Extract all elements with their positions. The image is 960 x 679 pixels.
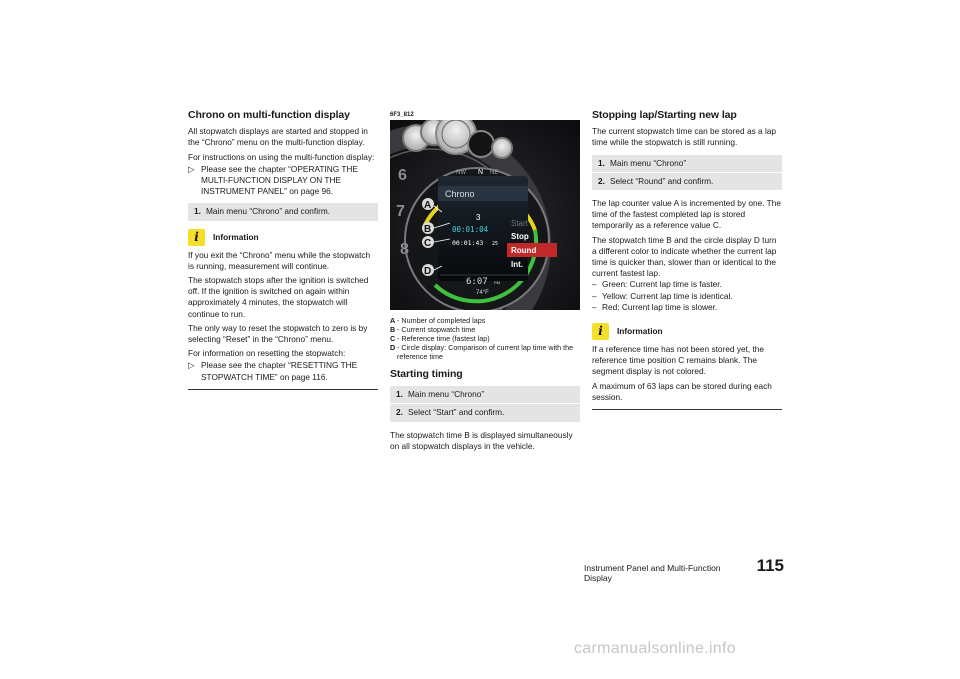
compass-ne: NE — [490, 170, 499, 176]
list-item-text: Green: Current lap time is faster. — [602, 279, 722, 290]
section-title-stopping-lap: Stopping lap/Starting new lap — [592, 109, 737, 121]
temperature: 74°F — [476, 290, 489, 296]
paragraph: The stopwatch time B and the circle display D turn a different color to indicate whether the current lap time is quicker than, slower than or identical to the current fastest lap. — [592, 234, 777, 279]
step-text: Select “Round” and confirm. — [610, 175, 714, 186]
instruction-step — [390, 404, 580, 421]
dash-marker: – — [592, 290, 597, 301]
instruction-step — [592, 155, 782, 173]
page-footer — [584, 556, 784, 583]
instruction-steps — [592, 155, 782, 190]
clock: 6:07 — [466, 277, 488, 287]
instrument-cluster-illustration — [390, 120, 580, 310]
list-item — [592, 291, 782, 302]
menu-item-int: Int. — [511, 260, 523, 269]
legend-text: - Number of completed laps — [397, 316, 486, 325]
cross-reference-text: Please see the chapter “RESETTING THE STOPWATCH TIME” on page 116. — [201, 360, 358, 382]
list-item-text: Red: Current lap time is slower. — [602, 301, 718, 312]
legend-text: - Circle display: Comparison of current lap time with the reference time — [397, 343, 574, 361]
legend-item — [390, 343, 580, 361]
arrow-icon: ▷ — [188, 163, 195, 174]
section-rule — [188, 389, 378, 390]
section-title-starting-timing: Starting timing — [390, 368, 463, 380]
instruction-steps — [390, 386, 580, 421]
figure-code: 6F3_812 — [390, 112, 414, 118]
step-text: Main menu “Chrono” — [610, 157, 687, 168]
small-gauge — [468, 131, 494, 157]
list-item-text: Yellow: Current lap time is identical. — [602, 290, 733, 301]
legend-letter: B — [390, 325, 396, 334]
legend-text: - Reference time (fastest lap) — [397, 334, 490, 343]
list-item — [592, 302, 782, 313]
step-text: Main menu “Chrono” — [408, 389, 485, 400]
step-number: 1. — [396, 389, 403, 400]
legend-letter: C — [390, 334, 396, 343]
section-title-chrono: Chrono on multi-function display — [188, 109, 350, 121]
information-heading — [188, 229, 378, 246]
watermark: carmanualsonline.info — [574, 640, 736, 657]
section-rule — [592, 409, 782, 410]
list-item — [592, 279, 782, 290]
lap-count: 3 — [476, 213, 481, 222]
marker-d: D — [424, 266, 432, 277]
paragraph: If you exit the “Chrono” menu while the stopwatch is running, measurement will continue. — [188, 249, 371, 271]
clock-suffix: PM — [494, 280, 500, 285]
instruction-steps — [188, 203, 378, 220]
instrument-cluster-figure — [390, 120, 580, 310]
information-title: Information — [617, 325, 663, 336]
dash-marker: – — [592, 279, 597, 290]
paragraph: A maximum of 63 laps can be stored during each session. — [592, 380, 772, 402]
compass-n: N — [478, 169, 484, 176]
legend-text: - Current stopwatch time — [397, 325, 476, 334]
page-number: 115 — [756, 556, 784, 575]
instruction-step — [592, 173, 782, 190]
step-number: 1. — [598, 157, 605, 168]
reference-time-hundredths: 25 — [492, 241, 499, 247]
legend-letter: D — [390, 343, 396, 352]
marker-c: C — [424, 238, 432, 249]
column-stopping-lap — [592, 110, 782, 410]
step-number: 2. — [598, 175, 605, 186]
marker-a: A — [424, 200, 432, 211]
menu-item-start: Start — [511, 219, 528, 228]
information-heading — [592, 323, 782, 340]
legend-item — [390, 325, 580, 334]
compass-nw: NW — [456, 170, 466, 176]
gauge-number: 6 — [398, 167, 407, 184]
reference-time: 00:01:43 — [452, 239, 484, 247]
paragraph: The only way to reset the stopwatch to zero is by selecting “Reset” in the “Chrono” menu. — [188, 322, 368, 345]
cross-reference — [188, 164, 378, 198]
legend-item — [390, 316, 580, 325]
dash-marker: – — [592, 301, 597, 312]
column-figure-starting — [390, 110, 580, 455]
paragraph: All stopwatch displays are started and stopped in the “Chrono” menu on the multi-function display. — [188, 126, 368, 148]
instruction-step — [390, 386, 580, 404]
step-text: Main menu “Chrono” and confirm. — [206, 206, 331, 217]
paragraph: The stopwatch time B is displayed simultaneously on all stopwatch displays in the vehicle. — [390, 429, 573, 451]
information-icon: i — [592, 323, 609, 340]
information-icon: i — [188, 229, 205, 246]
step-text: Select “Start” and confirm. — [408, 407, 505, 418]
menu-item-stop: Stop — [511, 232, 529, 241]
arrow-icon: ▷ — [188, 360, 195, 371]
figure-legend — [390, 316, 580, 361]
paragraph: The lap counter value A is incremented by one. The time of the fastest completed lap is stored temporarily as a reference value C. — [592, 198, 781, 231]
marker-b: B — [424, 224, 432, 235]
current-stopwatch-time: 00:01:04 — [452, 225, 489, 234]
paragraph: The stopwatch stops after the ignition is switched off. If the ignition is switched on again within approximately 4 minutes, the stopwatch will continue to run. — [188, 275, 369, 319]
cross-reference-text: Please see the chapter “OPERATING THE MULTI-FUNCTION DISPLAY ON THE INSTRUMENT PANEL” on page 96. — [201, 163, 358, 197]
step-number: 2. — [396, 407, 403, 418]
column-chrono-intro — [188, 110, 378, 390]
legend-letter: A — [390, 316, 396, 325]
step-number: 1. — [194, 206, 201, 217]
information-title: Information — [213, 231, 259, 242]
paragraph: For information on resetting the stopwatch: — [188, 348, 346, 359]
gauge-number: 7 — [396, 203, 405, 220]
legend-item — [390, 334, 580, 343]
cross-reference — [188, 360, 378, 382]
instruction-step — [188, 203, 378, 220]
paragraph: The current stopwatch time can be stored as a lap time while the stopwatch is still running. — [592, 126, 777, 148]
footer-section-title: Instrument Panel and Multi-Function Display — [584, 563, 721, 583]
gauge-number: 8 — [400, 241, 409, 258]
small-gauge — [492, 138, 512, 158]
paragraph: If a reference time has not been stored yet, the reference time position C remains blank. The segment display is not colored. — [592, 344, 765, 377]
menu-item-round: Round — [511, 246, 537, 255]
display-menu-title: Chrono — [445, 189, 475, 199]
paragraph: For instructions on using the multi-function display: — [188, 151, 375, 162]
